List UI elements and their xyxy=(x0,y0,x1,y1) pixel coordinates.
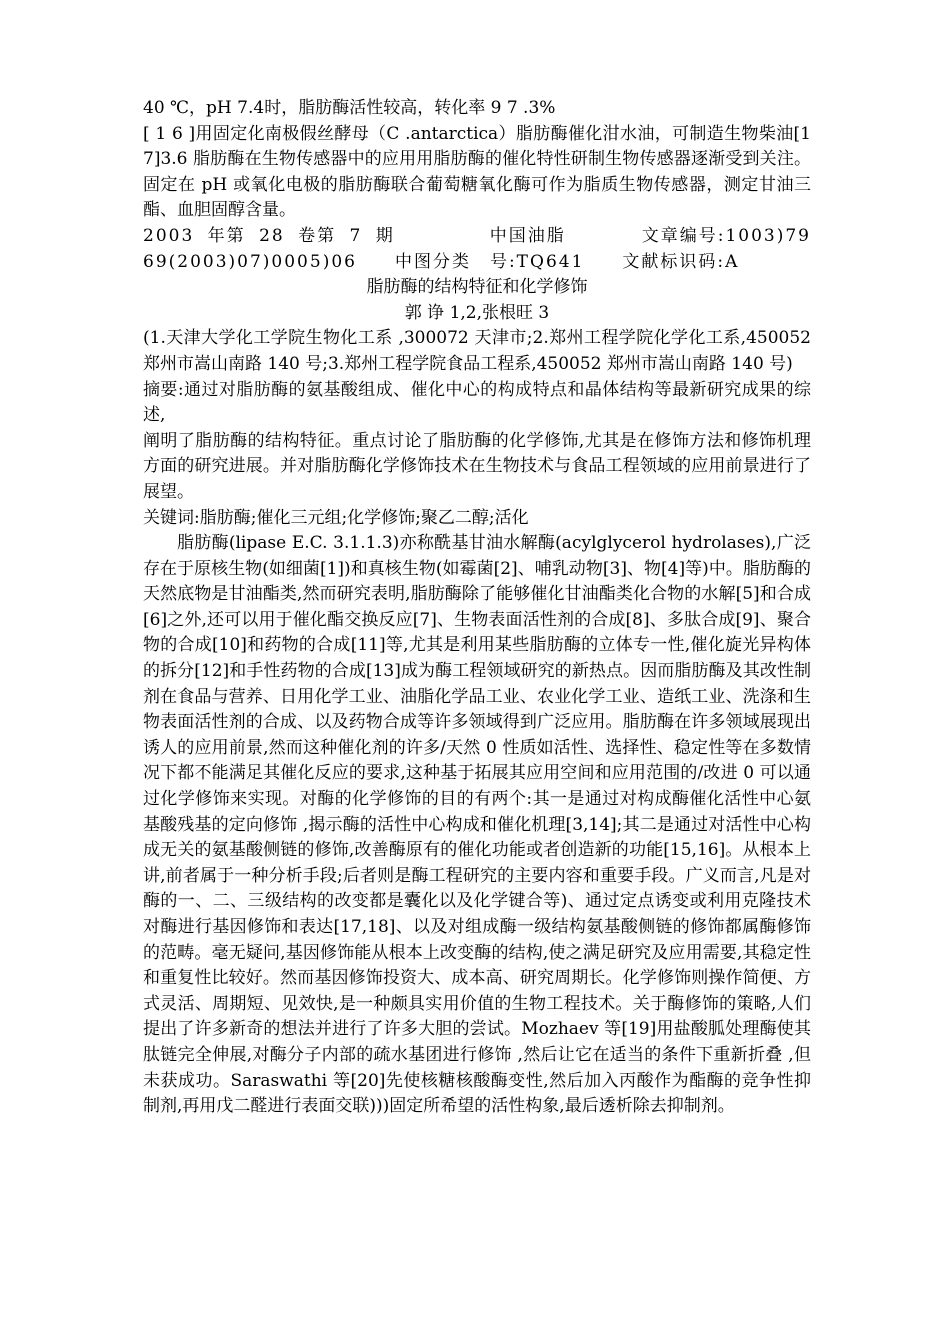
abstract-part-1: 摘要:通过对脂肪酶的氨基酸组成、催化中心的构成特点和晶体结构等最新研究成果的综述, xyxy=(143,379,811,426)
article-affiliations: (1.天津大学化工学院生物化工系 ,300072 天津市;2.郑州工程学院化学化工系,450052 郑州市嵩山南路 140 号;3.郑州工程学院食品工程系,450052 郑州市嵩山南路 140 号) xyxy=(143,328,811,374)
document-page xyxy=(143,96,811,1120)
article-title: 脂肪酶的结构特征和化学修饰 xyxy=(366,277,588,298)
journal-header: 2003 年第 28 卷第 7 期 中国油脂 文章编号:1003)7969(2003)07)0005)06 中图分类 号:TQ641 文献标识码:A xyxy=(143,225,811,272)
abstract-part-2: 阐明了脂肪酶的结构特征。重点讨论了脂肪酶的化学修饰,尤其是在修饰方法和修饰机理方面的研究进展。并对脂肪酶化学修饰技术在生物技术与食品工程领域的应用前景进行了展望。 xyxy=(143,430,811,502)
prev-article-paragraph: [ 1 6 ]用固定化南极假丝酵母（C .antarctica）脂肪酶催化泔水油，可制造生物柴油[17]3.6 脂肪酶在生物传感器中的应用用脂肪酶的催化特性研制生物传感器逐渐受到关注。固定在 pH 或氧化电极的脂肪酶联合葡萄糖氧化酶可作为脂质生物传感器，测定甘油三酯、血胆固醇含量。 xyxy=(143,123,811,221)
body-paragraph: 脂肪酶(lipase E.C. 3.1.1.3)亦称酰基甘油水解酶(acylglycerol hydrolases),广泛存在于原核生物(如细菌[1])和真核生物(如霉菌[2]、哺乳动物[3]、物[4]等)中。脂肪酶的天然底物是甘油酯类,然而研究表明,脂肪酶除了能够催化甘油酯类化合物的水解[5]和合成[6]之外,还可以用于催化酯交换反应[7]、生物表面活性剂的合成[8]、多肽合成[9]、聚合物的合成[10]和药物的合成[11]等,尤其是利用某些脂肪酶的立体专一性,催化旋光异构体的拆分[12]和手性药物的合成[13]成为酶工程领域研究的新热点。因而脂肪酶及其改性制剂在食品与营养、日用化学工业、油脂化学品工业、农业化学工业、造纸工业、洗涤和生物表面活性剂的合成、以及药物合成等许多领域得到广泛应用。脂肪酶在许多领域展现出诱人的应用前景,然而这种催化剂的许多/天然 0 性质如活性、选择性、稳定性等在多数情况下都不能满足其催化反应的要求,这种基于拓展其应用空间和应用范围的/改进 0 可以通过化学修饰来实现。对酶的化学修饰的目的有两个:其一是通过对构成酶催化活性中心氨基酸残基的定向修饰 ,揭示酶的活性中心构成和催化机理[3,14];其二是通过对活性中心构成无关的氨基酸侧链的修饰,改善酶原有的催化功能或者创造新的功能[15,16]。从根本上讲,前者属于一种分析手段;后者则是酶工程研究的主要内容和重要手段。广义而言,凡是对酶的一、二、三级结构的改变都是囊化以及化学键合等)、通过定点诱变或利用克隆技术对酶进行基因修饰和表达[17,18]、以及对组成酶一级结构氨基酸侧链的修饰都属酶修饰的范畴。毫无疑问,基因修饰能从根本上改变酶的结构,使之满足研究及应用需要,其稳定性和重复性比较好。然而基因修饰投资大、成本高、研究周期长。化学修饰则操作简便、方式灵活、周期短、见效快,是一种颇具实用价值的生物工程技术。关于酶修饰的策略,人们提出了许多新奇的想法并进行了许多大胆的尝试。Mozhaev 等[19]用盐酸胍处理酶使其肽链完全伸展,对酶分子内部的疏水基团进行修饰 ,然后让它在适当的条件下重新折叠 ,但未获成功。Saraswathi 等[20]先使核糖核酸酶变性,然后加入丙酸作为酯酶的竞争性抑制剂,再用戊二醛进行表面交联)))固定所希望的活性构象,最后透析除去抑制剂。 xyxy=(143,533,811,1117)
article-authors: 郭 诤 1,2,张根旺 3 xyxy=(404,302,550,323)
keywords: 关键词:脂肪酶;催化三元组;化学修饰;聚乙二醇;活化 xyxy=(143,507,529,528)
prev-article-line-1: 40 ℃，pH 7.4时，脂肪酶活性较高，转化率 9 7 .3% xyxy=(143,98,556,118)
